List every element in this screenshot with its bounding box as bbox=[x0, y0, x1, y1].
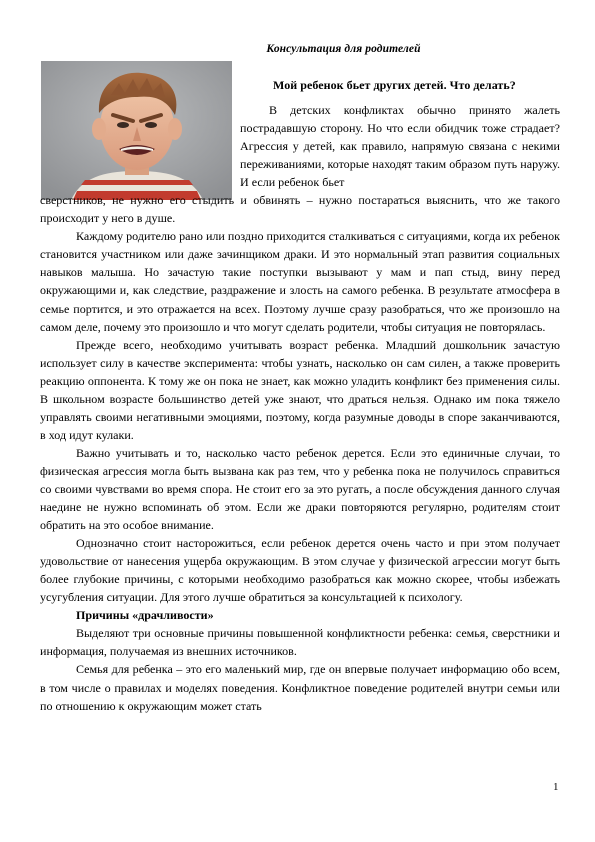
section-heading: Причины «драчливости» bbox=[76, 608, 214, 623]
paragraph: Важно учитывать и то, насколько часто ребенок дерется. Если это единичные случаи, то физическая агрессия могла быть вызвана как раз тем, что у ребенка пока не получилось справиться со своими чувствами во время спора. Не стоит его за это ругать, а после обсуждения данного случая наедине не нужно вспоминать об этом. Если же драки повторяются регулярно, родителям стоит обратить на это особое внимание. bbox=[40, 445, 560, 533]
intro-block bbox=[240, 101, 560, 191]
intro-paragraph-top: В детских конфликтах обычно принято жалеть пострадавшую сторону. Но что если обидчик тоже страдает? Агрессия у детей, как правило, напрямую связана с некими переживаниями, которые находят таким образом путь наружу. И если ребенок бьет bbox=[240, 103, 560, 190]
paragraph: Выделяют три основные причины повышенной конфликтности ребенка: семья, сверстники и информация, получаемая из внешних источников. bbox=[40, 626, 560, 659]
article-body bbox=[40, 101, 560, 715]
header-title: Консультация для родителей bbox=[266, 43, 421, 55]
page-number: 1 bbox=[553, 781, 559, 793]
paragraph: Семья для ребенка – это его маленький мир, где он впервые получает информацию обо всем, в том числе о правилах и моделях поведения. Конфликтное поведение родителей внутри семьи или по отношению к окружающим может стать bbox=[40, 662, 560, 713]
paragraph: Каждому родителю рано или поздно приходится сталкиваться с ситуациями, когда их ребенок становится участником или даже зачинщиком драки. И это нормальный этап развития социальных навыков малыша. Но зачастую такие поступки вызывают у мам и пап стыд, вину перед окружающими и, как следствие, раздражение и злость на самого ребенка. В результате атмосфера в семье портится, и это отражается на всех. Поэтому лучше сразу разобраться, что же произошло на самом деле, почему это произошло и что могут сделать родители, чтобы ситуация не повторялась. bbox=[40, 229, 560, 334]
paragraph: Прежде всего, необходимо учитывать возраст ребенка. Младший дошкольник зачастую использует силу в качестве эксперимента: чтобы узнать, насколько он сам силен, а также проверить реакцию оппонента. К тому же он пока не знает, как можно уладить конфликт без применения силы. В школьном возрасте большинство детей уже знают, что драться нельзя. Однако им пока тяжело управлять своими негативными эмоциями, поэтому, когда разумные доводы в споре заканчиваются, в ход идут кулаки. bbox=[40, 337, 560, 442]
paragraph: Однозначно стоит насторожиться, если ребенок дерется очень часто и при этом получает удовольствие от нанесения ущерба окружающим. В этом случае у физической агрессии могут быть более глубокие причины, с которыми необходимо разобраться как можно скорее, чтобы избежать усугубления ситуации. Для этого лучше обратиться за консультацией к психологу. bbox=[40, 536, 560, 605]
intro-paragraph-rest: сверстников, не нужно его стыдить и обвинять – нужно постараться выяснить, что же такого происходит у него в душе. bbox=[40, 193, 560, 226]
page-header bbox=[0, 43, 595, 55]
article-headline: Мой ребенок бьет других детей. Что делать? bbox=[273, 78, 516, 92]
